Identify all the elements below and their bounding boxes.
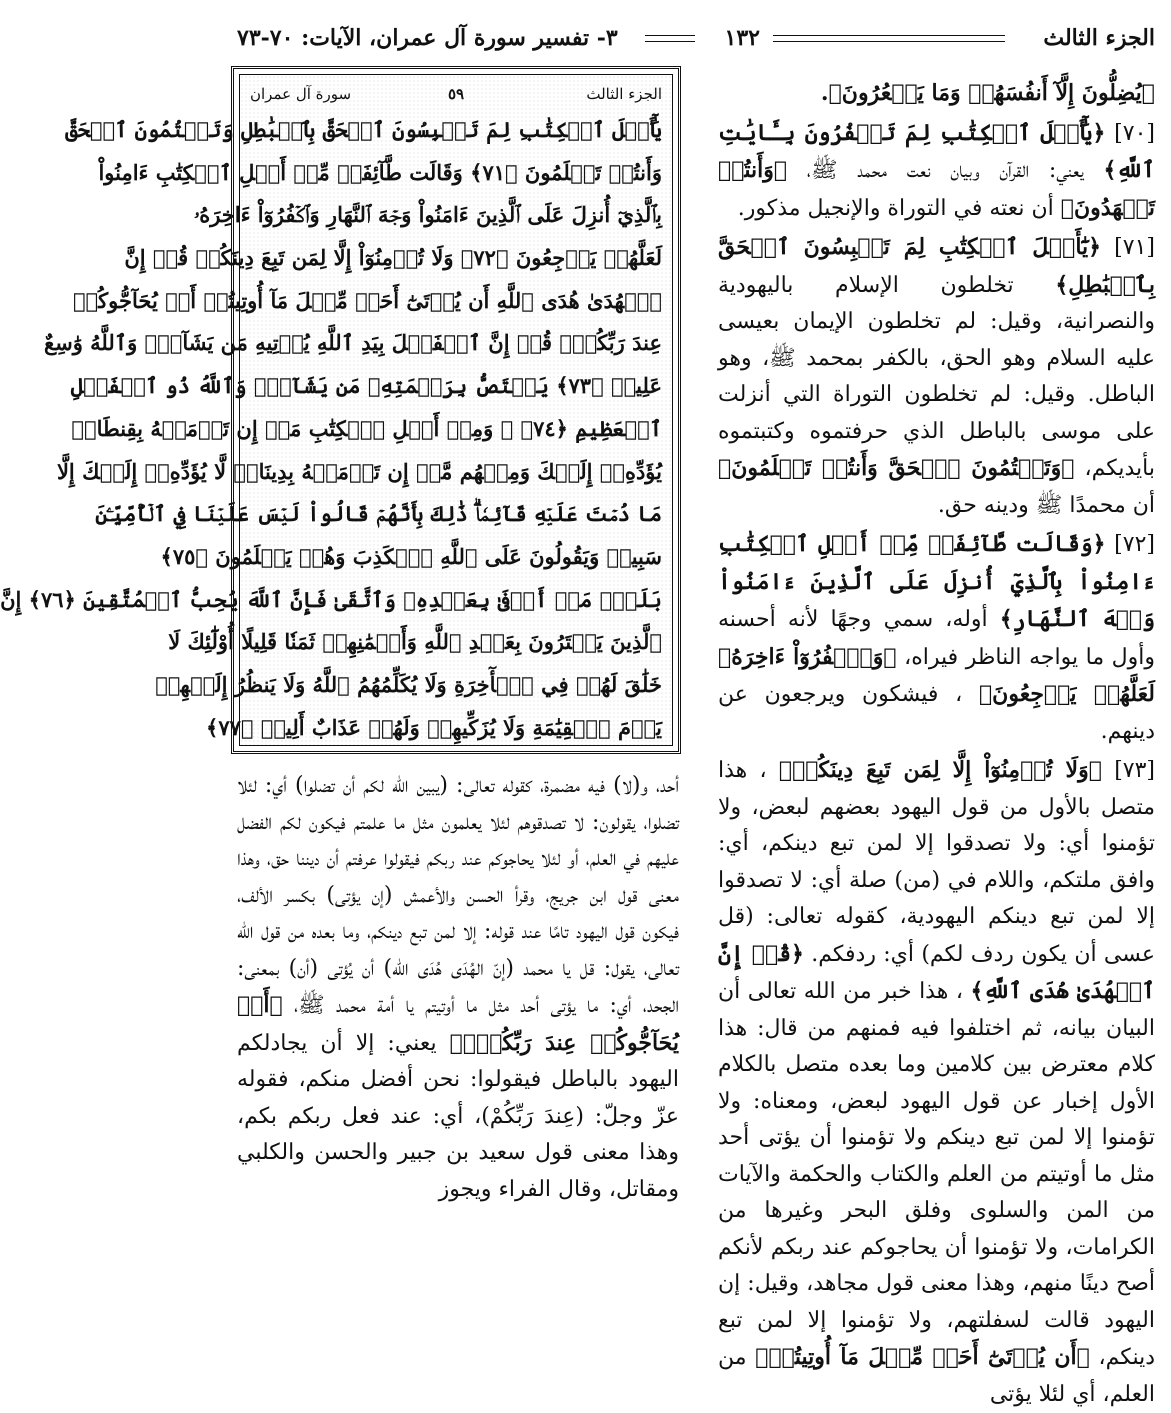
mushaf-line: وَأَنتُمۡ تَعۡلَمُونَ ﴿٧١﴾ وَقَالَت طَّآئِفَةٞ مِّنۡ أَهۡلِ ٱلۡكِتَٰبِ ءَامِنُواْ [98,159,662,185]
commentary-paragraph [237,768,679,1208]
quran-quote: ﴿يَٰٓأَهۡلَ ٱلۡكِتَٰبِ لِمَ تَكۡفُرُونَ بِـَٔايَٰتِ ٱللَّهِ﴾ [718,119,1156,183]
mushaf-line: عَلِيمٞ ﴿٧٣﴾ يَخۡتَصُّ بِرَحۡمَتِهِۦ مَن يَشَآءُۗ وَٱللَّهُ ذُو ٱلۡفَضۡلِ [70,373,662,399]
header-rule-right [773,35,1005,42]
mushaf-line: يُؤَدِّهِۦٓ إِلَيۡكَ وَمِنۡهُم مَّنۡ إِن تَأۡمَنۡهُ بِدِينَارٖ لَّا يُؤَدِّهِۦٓ إِلَيۡكَ إِلَّا [56,458,662,484]
quran-quote: ﴿يُضِلُّونَ إِلَّآ أَنفُسَهُمۡ وَمَا يَشۡعُرُونَ﴾. [820,80,1155,106]
mushaf-line: مَا دُمۡتَ عَلَيۡهِ قَآئِمٗاۗ ذَٰلِكَ بِأَنَّهُمۡ قَالُواْ لَيۡسَ عَلَيۡنَا فِي ٱلۡأُمِّيِّـۧنَ [95,501,662,527]
verse-71-commentary [718,229,1155,524]
quran-quote: ﴿وَقَالَت طَّآئِفَةٞ مِّنۡ أَهۡلِ ٱلۡكِتَٰبِ ءَامِنُواْ بِٱلَّذِيٓ أُنزِلَ عَلَى ٱلَّذِينَ ءَامَنُواْ وَجۡهَ ٱلنَّهَارِ﴾ [718,531,1155,632]
quran-quote: ﴿أَن يُؤۡتَىٰٓ أَحَدٞ مِّثۡلَ مَآ أُوتِيتُمۡ﴾ [755,1344,1090,1370]
commentary-text: أن محمدًا ﷺ ودينه حق. [937,492,1155,518]
verse-70-commentary [718,115,1155,228]
commentary-text: أوله، سمي وجهًا لأنه أحسنه وأول ما يواجه الناظر فيراه، [718,607,1155,670]
mushaf-header [250,79,662,109]
mushaf-page-frame [0,66,681,754]
mushaf-line: بَلَىٰۚ مَنۡ أَوۡفَىٰ بِعَهۡدِهِۦ وَٱتَّقَىٰ فَإِنَّ ٱللَّهَ يُحِبُّ ٱلۡمُتَّقِينَ ﴿٧٦﴾ إِنَّ [0,586,662,612]
commentary-text: أحد، و(لا) فيه مضمرة، كقوله تعالى: (يبين الله لكم أن تضلوا) أي: لئلا تضلوا، يقولون: لا تصدقوهم لئلا يعلمون مثل ما علمتم فيكون لكم الفضل عليهم في العلم، أو لئلا يحاجوكم عند ربكم فيقولوا عرفتم أن ديننا حق، وهذا معنى قول ابن جريج، وقرأ الحسن والأعمش (إن يؤتى) بكسر الألف، فيكون قول اليهود تامًا عند قوله: إلا لمن تبع دينكم، وما بعده من قول الله تعالى، يقول: قل يا محمد (إنّ الهُدَى هُدَى الله) أن يُؤتى (أن) بمعنى: الجحد، أي: ما يؤتى أحد مثل ما أوتيتم يا أمة محمد ﷺ، [237,773,680,1018]
commentary-text: ، هذا متصل بالأول من قول اليهود بعضهم لبعض، ولا تؤمنوا أي: ولا تصدقوا إلا لمن تبع دينكم، أي: وافق ملتكم، واللام في (من) صلة أي: لا تصدقوا إلا لمن تبع دينكم اليهودية، كقوله تعالى: (قل عسى أن يكون ردف لكم) أي: ردفكم. [718,758,1155,967]
verse-number: [٧١] [1114,235,1155,260]
quran-quote: ﴿قُلۡ إِنَّ ٱلۡهُدَىٰ هُدَى ٱللَّهِ﴾ [718,940,1155,1004]
quran-quote: ﴿وَأَنتُمۡ تَشۡهَدُونَ﴾ [718,157,1155,221]
right-commentary-column [718,75,1155,1413]
header-rule-left [645,35,695,42]
mushaf-line: بِٱلَّذِيٓ أُنزِلَ عَلَى ٱلَّذِينَ ءَامَنُواْ وَجۡهَ ٱلنَّهَارِ وَٱكۡفُرُوٓاْ ءَاخِرَهُۥ [193,202,662,228]
commentary-text: يعني: القرآن وبيان نعت محمد ﷺ، [806,158,1084,183]
verse-72-commentary [718,526,1155,750]
mushaf-line: سَبِيلٞ وَيَقُولُونَ عَلَى ٱللَّهِ ٱلۡكَذِبَ وَهُمۡ يَعۡلَمُونَ ﴿٧٥﴾ [160,543,662,569]
mushaf-line: لَعَلَّهُمۡ يَرۡجِعُونَ ﴿٧٢﴾ وَلَا تُؤۡمِنُوٓاْ إِلَّا لِمَن تَبِعَ دِينَكُمۡ قُلۡ إِنَّ [124,245,662,271]
commentary-text: تخلطون الإسلام باليهودية والنصرانية، وقيل: لم تخلطون الإيمان بعيسى عليه السلام وهو الحق، بالكفر بمحمد ﷺ، وهو الباطل. وقيل: لم تخلطون التوراة التي أنزلت على موسى بالباطل الذي حرفتموه وكتبتموه بأيديكم، [718,272,1155,481]
mushaf-line: يَٰٓأَهۡلَ ٱلۡكِتَٰبِ لِمَ تَلۡبِسُونَ ٱلۡحَقَّ بِٱلۡبَٰطِلِ وَتَكۡتُمُونَ ٱلۡحَقَّ [65,117,662,142]
quran-quote: ﴿يَٰٓأَهۡلَ ٱلۡكِتَٰبِ لِمَ تَلۡبِسُونَ ٱلۡحَقَّ بِٱلۡبَٰطِلِ﴾ [718,234,1155,298]
commentary-text: من العلم، أي لئلا يؤتى [718,1345,1155,1407]
mushaf-page-number: ٥٩ [447,85,465,103]
page-number: ١٣٢ [724,25,760,51]
page-header [237,18,1155,58]
verse-73-commentary [718,752,1155,1413]
left-commentary-column [237,768,679,1208]
mushaf-lines [0,109,672,749]
mushaf-line: ٱلَّذِينَ يَشۡتَرُونَ بِعَهۡدِ ٱللَّهِ وَأَيۡمَٰنِهِمۡ ثَمَنٗا قَلِيلًا أُوْلَٰٓئِكَ لَا [168,629,662,655]
verse-number: [٧٣] [1114,758,1156,783]
quran-quote: ﴿وَلَا تُؤۡمِنُوٓاْ إِلَّا لِمَن تَبِعَ دِينَكُمۡ﴾ [778,757,1102,783]
surah-info: ٣- تفسير سورة آل عمران، الآيات: ٧٠-٧٣ [237,25,618,51]
mushaf-part-label: الجزء الثالث [586,85,662,103]
commentary-text: يعني: إلا أن يجادلكم اليهود بالباطل فيقولوا: نحن أفضل منكم، فقوله عزّ وجلّ: (عِندَ رَبِّكُمْ)، أي: عند فعل ربكم بكم، وهذا معنى قول سعيد بن جبير والحسن والكلبي ومقاتل، وقال الفراء ويجوز [237,1030,679,1202]
quran-quote: ﴿وَٱكۡفُرُوٓاْ ءَاخِرَهُۥ لَعَلَّهُمۡ يَرۡجِعُونَ﴾ [718,643,1155,707]
mushaf-line: عِندَ رَبِّكُمۡۗ قُلۡ إِنَّ ٱلۡفَضۡلَ بِيَدِ ٱللَّهِ يُؤۡتِيهِ مَن يَشَآءُۗ وَٱللَّهُ وَٰسِعٌ [43,330,662,356]
mushaf-line: خَلَٰقَ لَهُمۡ فِي ٱلۡأٓخِرَةِ وَلَا يُكَلِّمُهُمُ ٱللَّهُ وَلَا يَنظُرُ إِلَيۡهِمۡ [155,671,662,697]
part-title: الجزء الثالث [1043,25,1155,51]
mushaf-surah-label: سورة آل عمران [250,85,352,103]
mushaf-inner-border [0,74,673,746]
verse-number: [٧٢] [1114,532,1155,557]
verse-number: [٧٠] [1114,120,1155,146]
commentary-text: أن نعته في التوراة والإنجيل مذكور. [737,195,1054,221]
commentary-text: ، هذا خبر من الله تعالى أن البيان بيانه، ثم اختلفوا فيه فمنهم من قال: هذا كلام معترض بين كلامين وما بعده متصل بالكلام الأول إخبار عن قول اليهود لبعض، ومعناه: ولا تؤمنوا إلا لمن تبع دينكم ولا تؤمنوا أن يؤتى أحد مثل ما أوتيتم من العلم والكتاب والحكمة والآيات من المن والسلوى وفلق البحر وغيرها من الكرامات، ولا تؤمنوا أن يحاجوكم عند ربكم لأنكم أصح دينًا منهم، وهذا معنى قول مجاهد، وقيل: إن اليهود قالت لسفلتهم، ولا تؤمنوا إلا لمن تبع دينكم، [718,979,1155,1370]
continuation-line [718,75,1155,113]
quran-quote: ﴿وَتَكۡتُمُونَ ٱلۡحَقَّ وَأَنتُمۡ تَعۡلَمُونَ﴾ [718,455,1075,481]
mushaf-line: يَوۡمَ ٱلۡقِيَٰمَةِ وَلَا يُزَكِّيهِمۡ وَلَهُمۡ عَذَابٌ أَلِيمٞ ﴿٧٧﴾ [206,714,662,740]
quran-quote: ﴿أَوۡ يُحَآجُّوكُمۡ عِندَ رَبِّكُمۡۗ﴾ [237,992,679,1056]
commentary-text: ، فيشكون ويرجعون عن دينهم. [718,682,1155,744]
mushaf-line: ٱلۡهُدَىٰ هُدَى ٱللَّهِ أَن يُؤۡتَىٰٓ أَحَدٞ مِّثۡلَ مَآ أُوتِيتُمۡ أَوۡ يُحَآجُّوكُمۡ [72,287,662,313]
mushaf-line: ٱلۡعَظِيمِ ﴿٧٤﴾ ۞ وَمِنۡ أَهۡلِ ٱلۡكِتَٰبِ مَنۡ إِن تَأۡمَنۡهُ بِقِنطَارٖ [71,415,662,441]
